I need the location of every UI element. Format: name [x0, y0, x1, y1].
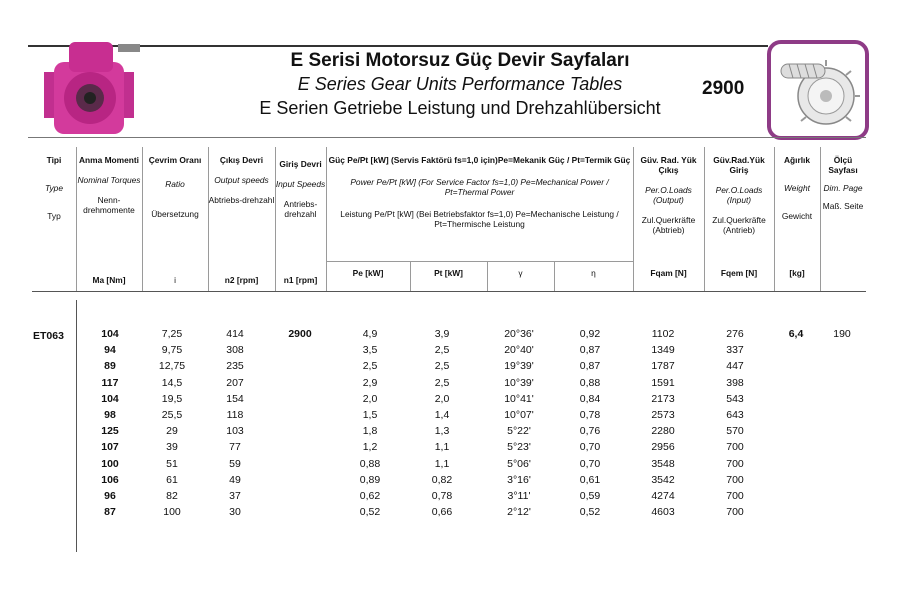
cell-i: 19,5: [161, 392, 183, 405]
unit-ratio: i: [174, 275, 176, 285]
cell-i: 39: [166, 441, 178, 454]
cell-g: 5°06': [507, 457, 531, 470]
title-turkish: E Serisi Motorsuz Güç Devir Sayfaları: [290, 50, 630, 71]
cell-ma: 117: [101, 376, 119, 389]
cell-pe: 3,5: [362, 344, 378, 357]
cell-i: 51: [166, 457, 178, 470]
cell-fi: 700: [726, 490, 744, 502]
col-ratio-header: Çevrim Oranı Ratio Übersetzung: [148, 155, 202, 219]
cell-pt: 0,82: [431, 473, 453, 486]
cell-eta: 0,70: [579, 457, 601, 470]
unit-input-speed: n1 [rpm]: [283, 275, 318, 285]
col-output-speed-header: Çıkış Devri Output speeds Abtriebs-drehzahl: [208, 155, 275, 205]
cell-fi: 700: [726, 441, 744, 454]
cell-ma: 96: [104, 490, 116, 502]
cell-n2: 207: [226, 376, 244, 389]
cell-g: 5°23': [507, 441, 531, 454]
unit-torque: Ma [Nm]: [92, 275, 126, 285]
cell-fo: 2173: [651, 392, 675, 405]
cell-eta: 0,87: [579, 344, 601, 357]
cell-i: 100: [163, 506, 181, 519]
cell-eta: 0,61: [579, 473, 601, 486]
cell-fi: 276: [726, 328, 744, 340]
col-weight-header: Ağırlık Weight Gewicht: [781, 155, 813, 221]
cell-pe: 0,62: [359, 490, 381, 502]
cell-fi: 643: [726, 409, 744, 421]
unit-gamma: γ: [518, 268, 523, 278]
cell-g: 10°41': [504, 392, 534, 405]
title-block: [200, 50, 720, 121]
cell-pe: 4,9: [362, 328, 378, 340]
power-subheader-rule: [326, 261, 633, 262]
worm-gear-icon-frame: [767, 40, 869, 140]
cell-pe: 0,52: [359, 506, 381, 519]
cell-n2: 103: [226, 425, 244, 438]
cell-ma: 100: [101, 457, 119, 470]
gearbox-photo-icon: [34, 32, 152, 144]
cell-pe: 1,8: [362, 425, 378, 438]
col-torque-header: Anma Momenti Nominal Torques Nenn-drehmomente: [77, 155, 141, 215]
cell-i: 82: [166, 490, 178, 502]
cell-fo: 1591: [651, 376, 675, 389]
cell-eta: 0,84: [579, 392, 601, 405]
cell-pe: 0,88: [359, 457, 381, 470]
cell-fo: 2280: [651, 425, 675, 438]
cell-n2: 414: [226, 328, 244, 340]
cell-fo: 1102: [651, 328, 675, 340]
cell-g: 10°07': [504, 409, 534, 421]
table-row: [0, 328, 900, 344]
cell-eta: 0,78: [579, 409, 601, 421]
cell-fi: 447: [726, 360, 744, 373]
cell-fi: 700: [726, 473, 744, 486]
cell-pt: 1,3: [434, 425, 450, 438]
unit-pe: Pe [kW]: [352, 268, 384, 278]
cell-ma: 107: [101, 441, 119, 454]
cell-fi: 700: [726, 457, 744, 470]
cell-ma: 104: [101, 328, 119, 340]
title-german: E Serien Getriebe Leistung und Drehzahlübersicht: [259, 98, 661, 118]
table-row: [0, 344, 900, 360]
cell-pt: 1,1: [434, 457, 450, 470]
cell-eta: 0,88: [579, 376, 601, 389]
cell-eta: 0,87: [579, 360, 601, 373]
col-radial-input-header: Güv.Rad.Yük Giriş Per.O.Loads (Input) Zul.Querkräfte (Antrieb): [712, 155, 766, 235]
cell-i: 61: [166, 473, 178, 486]
cell-n1: 2900: [288, 328, 312, 340]
cell-eta: 0,59: [579, 490, 601, 502]
cell-fo: 1349: [651, 344, 675, 357]
unit-weight: [kg]: [789, 268, 805, 278]
title-english: E Series Gear Units Performance Tables: [297, 74, 623, 94]
cell-eta: 0,92: [579, 328, 601, 340]
cell-fo: 3542: [651, 473, 675, 486]
cell-pe: 0,89: [359, 473, 381, 486]
cell-fo: 4274: [651, 490, 675, 502]
cell-pt: 0,78: [431, 490, 453, 502]
cell-fi: 700: [726, 506, 744, 519]
cell-g: 19°39': [504, 360, 534, 373]
col-input-speed-header: Giriş Devri Input Speeds Antriebs-drehzahl: [275, 159, 326, 219]
cell-n2: 154: [226, 392, 244, 405]
cell-ma: 106: [101, 473, 119, 486]
cell-n2: 235: [226, 360, 244, 373]
input-rpm-heading: 2900: [702, 78, 745, 99]
cell-i: 7,25: [161, 328, 183, 340]
header-bottom-rule: [28, 137, 866, 138]
table-row: [0, 377, 900, 393]
cell-ma: 125: [101, 425, 119, 438]
cell-pt: 2,0: [434, 392, 450, 405]
cell-g: 3°16': [507, 473, 531, 486]
cell-pt: 1,1: [434, 441, 450, 454]
unit-output-speed: n2 [rpm]: [224, 275, 259, 285]
cell-fo: 1787: [651, 360, 675, 373]
unit-pt: Pt [kW]: [434, 268, 463, 278]
header-separator: [32, 291, 866, 292]
unit-eta: η: [591, 268, 596, 278]
cell-fi: 398: [726, 376, 744, 389]
cell-i: 14,5: [161, 376, 183, 389]
cell-dim-page: 190: [833, 328, 851, 340]
table-row: [0, 393, 900, 409]
cell-weight: 6,4: [788, 328, 804, 340]
cell-g: 5°22': [507, 425, 531, 438]
cell-n2: 59: [229, 457, 241, 470]
cell-g: 20°40': [504, 344, 534, 357]
cell-eta: 0,70: [579, 441, 601, 454]
cell-fi: 543: [726, 392, 744, 405]
cell-pe: 1,5: [362, 409, 378, 421]
cell-fi: 570: [726, 425, 744, 438]
cell-pt: 2,5: [434, 360, 450, 373]
unit-fqem: Fqem [N]: [720, 268, 758, 278]
cell-pt: 3,9: [434, 328, 450, 340]
cell-fi: 337: [726, 344, 744, 357]
cell-n2: 30: [229, 506, 241, 519]
cell-ma: 89: [104, 360, 116, 373]
table-row: [0, 441, 900, 457]
cell-g: 2°12': [507, 506, 531, 519]
table-row: [0, 425, 900, 441]
table-row: [0, 474, 900, 490]
cell-pe: 2,5: [362, 360, 378, 373]
cell-pt: 0,66: [431, 506, 453, 519]
cell-pt: 2,5: [434, 344, 450, 357]
cell-ma: 87: [104, 506, 116, 519]
table-row: [0, 360, 900, 376]
table-row: [0, 490, 900, 506]
cell-pe: 2,9: [362, 376, 378, 389]
cell-pt: 2,5: [434, 376, 450, 389]
cell-n2: 308: [226, 344, 244, 357]
worm-gear-icon: [771, 44, 865, 136]
cell-pe: 2,0: [362, 392, 378, 405]
col-type-header: Tipi Type Typ: [45, 155, 63, 221]
cell-ma: 98: [104, 409, 116, 421]
cell-eta: 0,76: [579, 425, 601, 438]
table-row: [0, 409, 900, 425]
cell-n2: 37: [229, 490, 241, 502]
cell-i: 29: [166, 425, 178, 438]
cell-pe: 1,2: [362, 441, 378, 454]
cell-fo: 2956: [651, 441, 675, 454]
table-row: [0, 506, 900, 522]
col-power-header: Güç Pe/Pt [kW] (Servis Faktörü fs=1,0 için)Pe=Mekanik Güç / Pt=Termik Güç Power Pe/Pt [kW] (For Service Factor fs=1,0) Pe=Mechanical Power / Pt=Thermal Power Leistung Pe/Pt [kW] (Bei Betriebsfaktor fs=1,0) Pe=Mechanische Leistung / Pt=Thermische Leistung: [328, 155, 631, 229]
cell-g: 3°11': [507, 490, 531, 502]
cell-eta: 0,52: [579, 506, 601, 519]
cell-i: 25,5: [161, 409, 183, 421]
cell-pt: 1,4: [434, 409, 450, 421]
cell-g: 20°36': [504, 328, 534, 340]
col-radial-output-header: Güv. Rad. Yük Çıkış Per.O.Loads (Output) Zul.Querkräfte (Abtrieb): [640, 155, 697, 235]
cell-n2: 49: [229, 473, 241, 486]
cell-fo: 4603: [651, 506, 675, 519]
cell-fo: 3548: [651, 457, 675, 470]
table-row: [0, 458, 900, 474]
cell-ma: 94: [104, 344, 116, 357]
unit-fqam: Fqam [N]: [650, 268, 687, 278]
cell-i: 12,75: [158, 360, 186, 373]
cell-n2: 118: [226, 409, 244, 421]
cell-ma: 104: [101, 392, 119, 405]
cell-g: 10°39': [504, 376, 534, 389]
type-name: ET063: [33, 330, 64, 342]
cell-n2: 77: [229, 441, 241, 454]
col-page-header: Ölçü Sayfası Dim. Page Maß. Seite: [822, 155, 864, 211]
cell-fo: 2573: [651, 409, 675, 421]
cell-i: 9,75: [161, 344, 183, 357]
